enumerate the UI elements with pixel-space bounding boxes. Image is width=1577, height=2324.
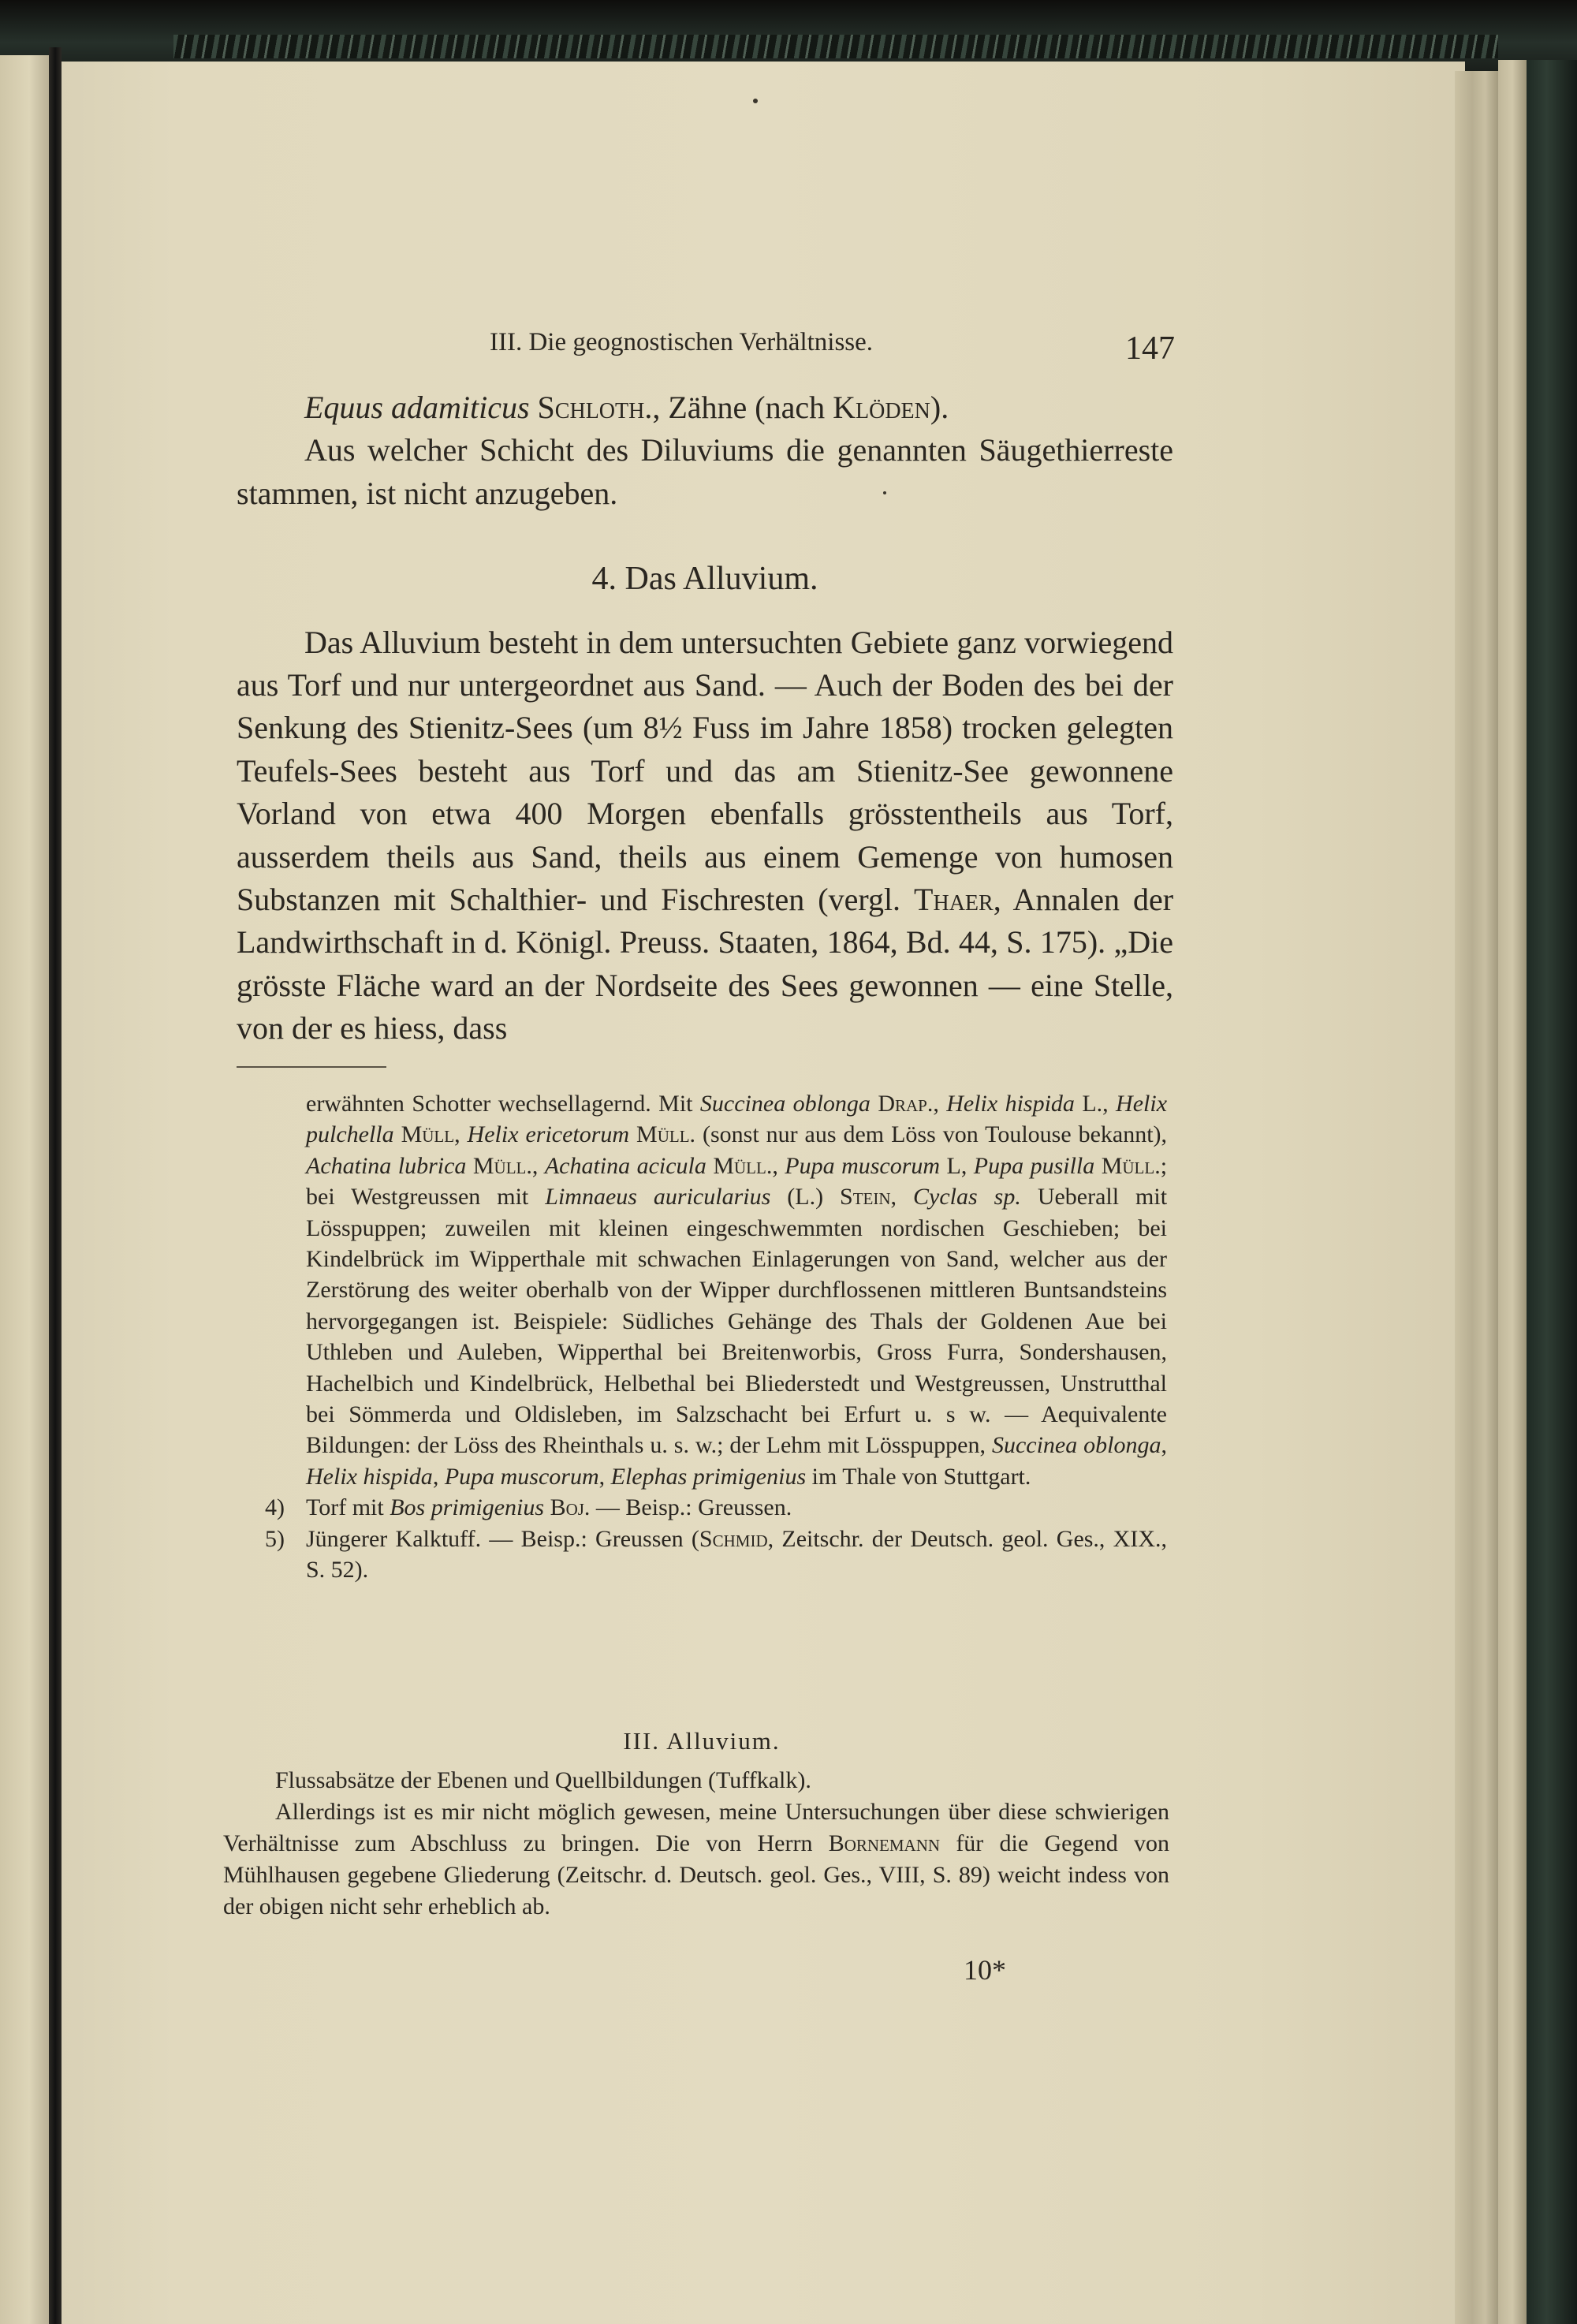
author-name: Müll. [713, 1152, 773, 1179]
main-text [237, 386, 1173, 1050]
author-name: Klöden [833, 390, 930, 425]
species-name: Helix hispida [306, 1463, 433, 1490]
species-name: Helix hispida [946, 1091, 1075, 1117]
author-name: Müll [401, 1121, 455, 1148]
text: ). [930, 390, 949, 425]
species-name: Achatina lubrica [306, 1152, 467, 1179]
species-name: Succinea oblonga [991, 1432, 1161, 1459]
book-top-band [0, 0, 1577, 71]
running-header: III. Die geognostischen Verhältnisse. [490, 328, 874, 356]
species-name: Elephas primigenius [610, 1463, 807, 1490]
species-name: Bos primigenius [390, 1494, 545, 1521]
text: Das Alluvium besteht in dem untersuchten Gebiete ganz vorwiegend aus Torf und nur untergeordnet aus Sand. — Auch der Boden des bei der Senkung des Stienitz-Sees (um 8½ Fuss im Jahre 1858) trocken gelegten Teufels-Sees besteht aus Torf und das am Stienitz-See gewonnene Vorland von etwa 400 Morgen ebenfalls grösstentheils aus Torf, ausserdem theils aus Sand, theils aus einem Gemenge von humosen Substanzen mit Schalthier- und Fischresten (vergl. [237, 624, 1173, 918]
species-name: Achatina acicula [544, 1152, 706, 1179]
text: Jüngerer Kalktuff. — Beisp.: Greussen ( [306, 1525, 699, 1552]
author-name: Müll. [472, 1152, 532, 1179]
text: erwähnten Schotter wechsellagernd. Mit [306, 1091, 693, 1117]
intro-paragraph: Aus welcher Schicht des Diluviums die genannten Säugethierreste stammen, ist nicht anzugeben. [237, 432, 1173, 511]
author-name: Schloth. [537, 390, 653, 425]
footnote-continuation: erwähnten Schotter wechsellagernd. Mit Succinea oblonga Drap., Helix hispida L., Helix pulchella Müll, Helix ericetorum Müll. (sonst nur aus dem Löss von Toulouse bekannt), Achatina lubrica Müll., Achatina acicula Müll., Pupa muscorum L, Pupa pusilla Müll.; bei Westgreussen mit Limnaeus auricularius (L.) Stein, Cyclas sp. Ueberall mit Lösspuppen; zuweilen mit kleinen eingeschwemmten nordischen Geschieben; bei Kindelbrück im Wipperthale mit schwachen Einlagerungen von Sand, welcher aus der Zerstörung des weiter oberhalb von der Wipper durchflossenen mittleren Buntsandsteins hervorgegangen ist. Beispiele: Südliches Gehänge des Thals der Goldenen Aue bei Uthleben und Auleben, Wipperthal bei Breitenworbis, Gross Furra, Sondershausen, Hachelbich und Kindelbrück, Helbethal bei Bliederstedt und Westgreussen, Unstrutthal bei Sömmerda und Oldisleben, im Salzschacht bei Erfurt u. s w. — Aequivalente Bildungen: der Löss des Rheinthals u. s. w.; der Lehm mit Lösspuppen, Succinea oblonga, Helix hispida, Pupa muscorum, Elephas primigenius im Thale von Stuttgart. [306, 1091, 1168, 1490]
text: , Annalen der Landwirthschaft in d. Königl. Preuss. Staaten, 1864, Bd. 44, S. 175). „Die grösste Fläche ward an der Nordseite des Sees gewonnen — eine Stelle, von der es hiess, dass [237, 882, 1174, 1046]
footnotes [265, 1088, 1168, 1586]
book-gutter [49, 47, 62, 2324]
species-name: Pupa muscorum [444, 1463, 599, 1490]
text: Ueberall mit Lösspuppen; zuweilen mit kleinen eingeschwemmten nordischen Geschieben; bei Kindelbrück im Wipperthale mit schwachen Einlagerungen von Sand, welcher aus der Zerstörung des weiter oberhalb von der Wipper durchflossenen mittleren Buntsandsteins hervorgegangen ist. Beispiele: Südliches Gehänge des Thals der Goldenen Aue bei Uthleben und Auleben, Wipperthal bei Breitenworbis, Gross Furra, Sondershausen, Hachelbich und Kindelbrück, Helbethal bei Bliederstedt und Westgreussen, Unstrutthal bei Sömmerda und Oldisleben, im Salzschacht bei Erfurt u. s w. — Aequivalente Bildungen: der Löss des Rheinthals u. s. w.; der Lehm mit Lösspuppen, [306, 1184, 1168, 1459]
species-name: Pupa muscorum [785, 1152, 941, 1179]
text: Torf mit [306, 1494, 384, 1521]
species-name: Equus adamiticus [304, 390, 530, 425]
footnote-rule [237, 1066, 386, 1068]
text: Allerdings ist es mir nicht möglich gewesen, meine Untersuchungen über diese schwierigen Verhältnisse zum Abschluss zu bringen. Die von Herrn [223, 1799, 1169, 1856]
author-name: Drap. [878, 1091, 934, 1117]
author-name: Boj. [550, 1494, 591, 1521]
footnote-number: 4) [265, 1494, 285, 1521]
species-name: Succinea oblonga [699, 1091, 871, 1117]
alluvium-paragraph-2 [223, 1796, 1169, 1923]
alluvium-paragraph-1: Flussabsätze der Ebenen und Quellbildungen (Tuffkalk). [275, 1767, 811, 1793]
footnote-text [306, 1492, 1167, 1523]
species-name: Helix ericetorum [467, 1121, 630, 1148]
author-name: Müll. [1101, 1152, 1161, 1179]
page-edges-outer [1498, 60, 1527, 2324]
author-name: (L.) Stein [787, 1184, 891, 1210]
intro-line [237, 386, 1173, 429]
species-name: Limnaeus auricularius [545, 1184, 771, 1210]
author-name: Thaer [914, 882, 994, 918]
species-name: Cyclas sp. [913, 1184, 1021, 1210]
author-name: L [946, 1152, 961, 1179]
text: (sonst nur aus dem Löss von Toulouse bekannt), [703, 1121, 1168, 1148]
author-name: Schmid [699, 1525, 768, 1552]
text: für die Gegend von Mühlhausen gegebene Gliederung (Zeitschr. d. Deutsch. geol. Ges., VIII, S. 89) weicht indess von der obigen nicht sehr erheblich ab. [223, 1830, 1169, 1919]
alluvium-text [223, 1765, 1169, 1923]
page-number: 147 [1125, 330, 1175, 367]
left-page-edge [0, 55, 49, 2324]
paper-speck [753, 99, 758, 103]
author-name: Müll. [636, 1121, 696, 1148]
text: im Thale von Stuttgart. [811, 1463, 1031, 1490]
section-paragraph [237, 621, 1173, 1050]
alluvium-heading: III. Alluvium. [623, 1727, 781, 1755]
signature-mark: 10* [964, 1954, 1006, 1986]
binding-stripe [173, 35, 1498, 58]
page-edges [1455, 71, 1498, 2324]
author-name: Bornemann [828, 1830, 941, 1856]
text: — Beisp.: Greussen. [595, 1494, 792, 1521]
footnote-5 [265, 1524, 1167, 1586]
footnote-4 [265, 1492, 1167, 1523]
text: , Zeitschr. der Deutsch. geol. Ges., XIX., S. 52). [306, 1525, 1167, 1584]
book-cover-edge [1527, 60, 1577, 2324]
text: , Zähne (nach [652, 390, 826, 425]
author-name: L., [1082, 1091, 1109, 1117]
text: ; bei Westgreussen mit [306, 1152, 1168, 1210]
species-name: Helix pulchella [306, 1091, 1168, 1148]
section-heading: 4. Das Alluvium. [591, 561, 818, 598]
footnote-number: 5) [265, 1525, 285, 1552]
footnote-text [306, 1524, 1167, 1586]
species-name: Pupa pusilla [973, 1152, 1095, 1179]
